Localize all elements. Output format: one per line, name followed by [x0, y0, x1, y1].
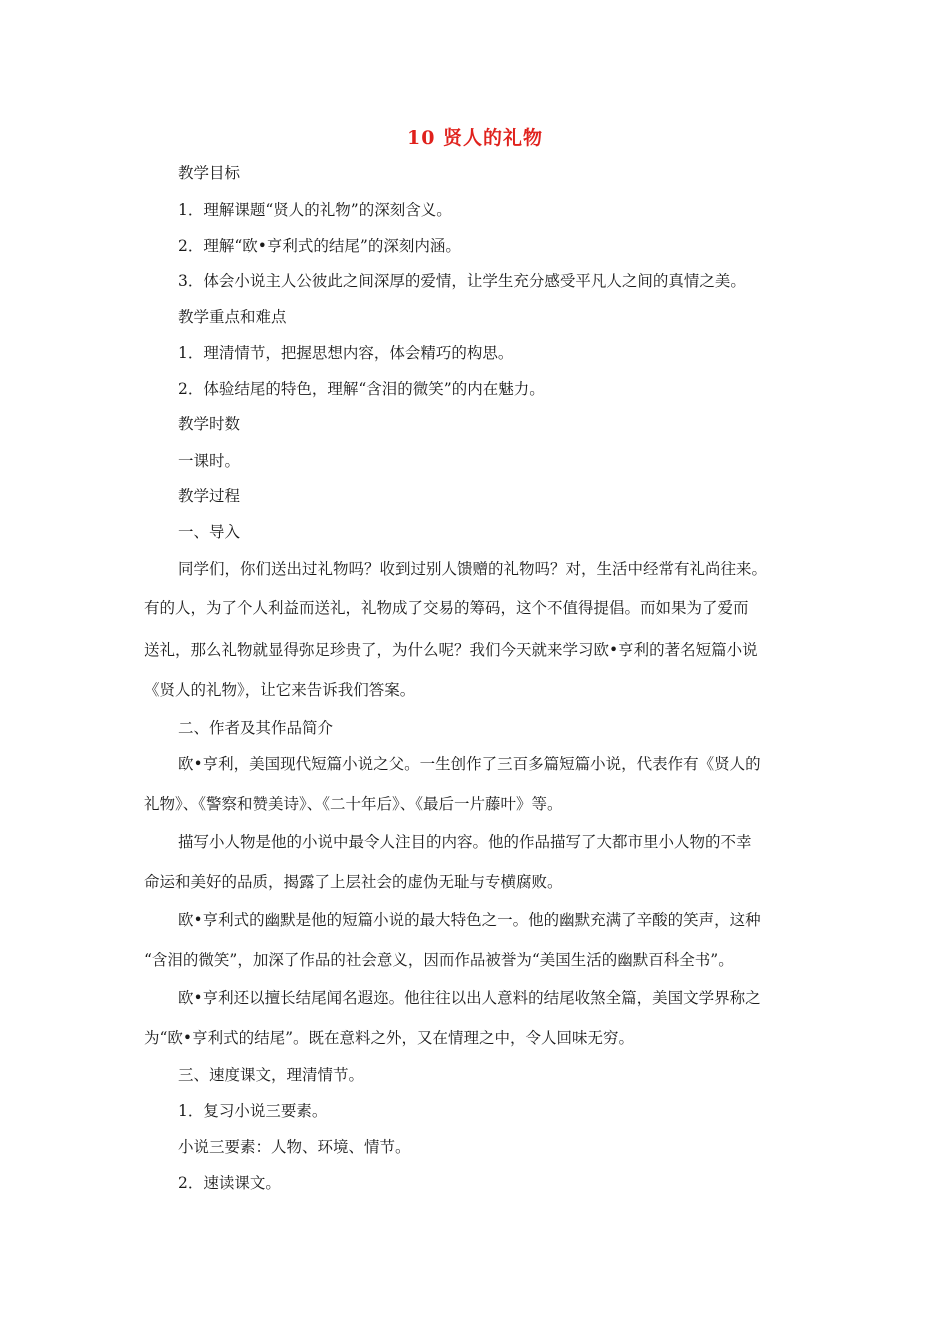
- paragraph-line: 描写小人物是他的小说中最令人注目的内容。他的作品描写了大都市里小人物的不幸: [178, 833, 752, 851]
- paragraph-line: 1．理解课题“贤人的礼物”的深刻含义。: [178, 201, 452, 219]
- paragraph-line: 2．体验结尾的特色，理解“含泪的微笑”的内在魅力。: [178, 380, 545, 398]
- paragraph-line: “含泪的微笑”，加深了作品的社会意义，因而作品被誉为“美国生活的幽默百科全书”。: [144, 951, 734, 969]
- paragraph-line: 为“欧•亨利式的结尾”。既在意料之外，又在情理之中，令人回味无穷。: [144, 1029, 634, 1047]
- paragraph-line: 1．复习小说三要素。: [178, 1102, 328, 1120]
- paragraph-line: 《贤人的礼物》，让它来告诉我们答案。: [144, 681, 416, 699]
- section-heading: 教学过程: [178, 487, 241, 505]
- paragraph-line: 3．体会小说主人公彼此之间深厚的爱情，让学生充分感受平凡人之间的真情之美。: [178, 272, 746, 290]
- paragraph-line: 欧•亨利式的幽默是他的短篇小说的最大特色之一。他的幽默充满了辛酸的笑声，这种: [178, 911, 761, 929]
- paragraph-line: 送礼，那么礼物就显得弥足珍贵了，为什么呢？我们今天就来学习欧•亨利的著名短篇小说: [144, 641, 758, 659]
- paragraph-line: 一课时。: [178, 452, 241, 470]
- paragraph-line: 命运和美好的品质，揭露了上层社会的虚伪无耻与专横腐败。: [144, 873, 563, 891]
- paragraph-line: 礼物》、《警察和赞美诗》、《二十年后》、《最后一片藤叶》等。: [144, 795, 563, 813]
- paragraph-line: 1．理清情节，把握思想内容，体会精巧的构思。: [178, 344, 514, 362]
- section-heading: 教学重点和难点: [178, 308, 287, 326]
- subsection-heading: 二、作者及其作品简介: [178, 719, 334, 737]
- subsection-heading: 一、导入: [178, 523, 241, 541]
- document-title: 10 贤人的礼物: [406, 127, 544, 149]
- paragraph-line: 小说三要素：人物、环境、情节。: [178, 1138, 411, 1156]
- subsection-heading: 三、速度课文，理清情节。: [178, 1066, 365, 1084]
- section-heading: 教学时数: [178, 415, 241, 433]
- paragraph-line: 2．理解“欧•亨利式的结尾”的深刻内涵。: [178, 237, 461, 255]
- paragraph-line: 有的人，为了个人利益而送礼，礼物成了交易的筹码，这个不值得提倡。而如果为了爱而: [144, 599, 749, 617]
- paragraph-line: 欧•亨利还以擅长结尾闻名遐迩。他往往以出人意料的结尾收煞全篇，美国文学界称之: [178, 989, 761, 1007]
- paragraph-line: 同学们，你们送出过礼物吗？收到过别人馈赠的礼物吗？对，生活中经常有礼尚往来。: [178, 560, 768, 578]
- paragraph-line: 2．速读课文。: [178, 1174, 281, 1192]
- section-heading: 教学目标: [178, 164, 241, 182]
- paragraph-line: 欧•亨利，美国现代短篇小说之父。一生创作了三百多篇短篇小说，代表作有《贤人的: [178, 755, 761, 773]
